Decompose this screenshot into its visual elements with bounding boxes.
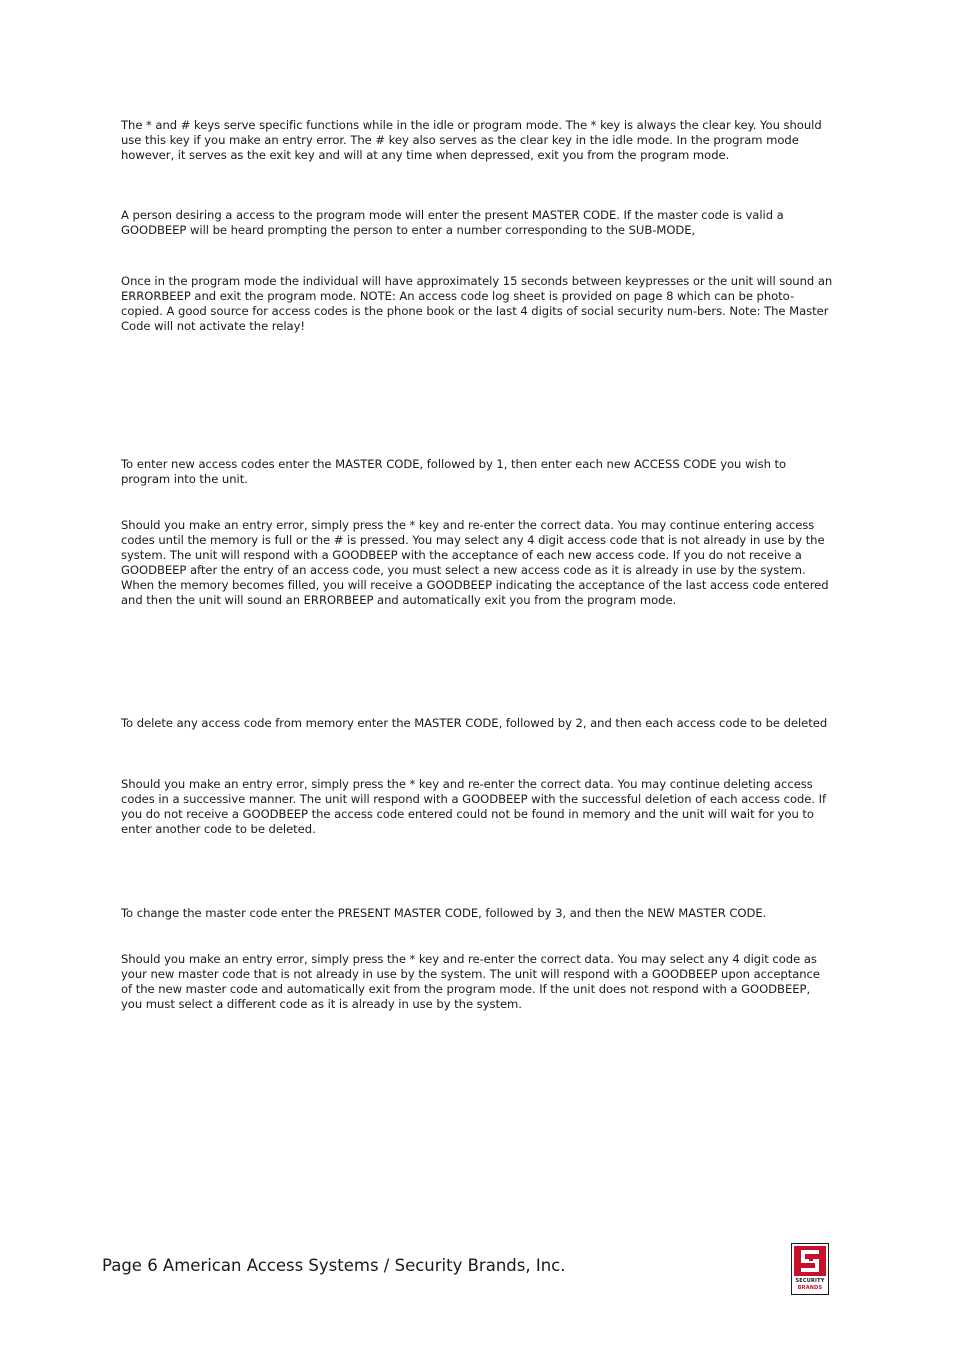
- page-footer: Page 6 American Access Systems / Security Brands, Inc.: [102, 1256, 566, 1275]
- enter-access-codes-paragraph: To enter new access codes enter the MASTER CODE, followed by 1, then enter each new ACCESS CODE you wish to program into the unit.: [121, 457, 787, 486]
- program-mode-access-paragraph: A person desiring a access to the program mode will enter the present MASTER CODE. If the master code is valid a GOODBEEP will be heard prompting the person to enter a number corresponding to the SUB-MODE,: [121, 208, 784, 237]
- delete-access-codes-paragraph: To delete any access code from memory enter the MASTER CODE, followed by 2, and then each access code to be deleted: [121, 716, 828, 730]
- change-master-code-error-paragraph: Should you make an entry error, simply press the * key and re-enter the correct data. You may select any 4 digit code as your new master code that is not already in use by the system. The unit will respond with a GOODBEEP upon acceptance of the new master code and automatically exit from the program mode. If the unit does not respond with a GOODBEEP, you must select a different code as it is already in use by the system.: [121, 952, 820, 1011]
- logo-security-text: SECURITY: [795, 1278, 825, 1284]
- delete-access-codes-error-paragraph: Should you make an entry error, simply press the * key and re-enter the correct data. You may continue deleting access codes in a successive manner. The unit will respond with a GOODBEEP with the successful deletion of each access code. If you do not receive a GOODBEEP the access code entered could not be found in memory and the unit will wait for you to enter another code to be deleted.: [121, 777, 827, 836]
- change-master-code-paragraph: To change the master code enter the PRESENT MASTER CODE, followed by 3, and then the NEW MASTER CODE.: [121, 906, 767, 920]
- enter-access-codes-error-paragraph: Should you make an entry error, simply press the * key and re-enter the correct data. You may continue entering access codes until the memory is full or the # is pressed. You may select any 4 digit access code that is not already in use by the system. The unit will respond with a GOODBEEP with the acceptance of each new access code. If you do not receive a GOODBEEP after the entry of an access code, you must select a new access code as it is already in use by the system. When the memory becomes filled, you will receive a GOODBEEP indicating the acceptance of the last access code entered and then the unit will sound an ERRORBEEP and automatically exit you from the program mode.: [121, 518, 829, 607]
- idle-program-keys-paragraph: The * and # keys serve specific functions while in the idle or program mode. The * key is always the clear key. You should use this key if you make an entry error. The # key also serves as the clear key in the idle mode. In the program mode however, it serves as the exit key and will at any time when depressed, exit you from the program mode.: [121, 118, 822, 162]
- program-mode-timeout-paragraph: Once in the program mode the individual will have approximately 15 seconds between keypresses or the unit will sound an ERRORBEEP and exit the program mode. NOTE: An access code log sheet is provided on page 8 which can be photo-copied. A good source for access codes is the phone book or the last 4 digits of social security num-bers. Note: The Master Code will not activate the relay!: [121, 274, 833, 333]
- security-brands-logo: [791, 1243, 829, 1295]
- logo-brands-text: BRANDS: [797, 1285, 823, 1291]
